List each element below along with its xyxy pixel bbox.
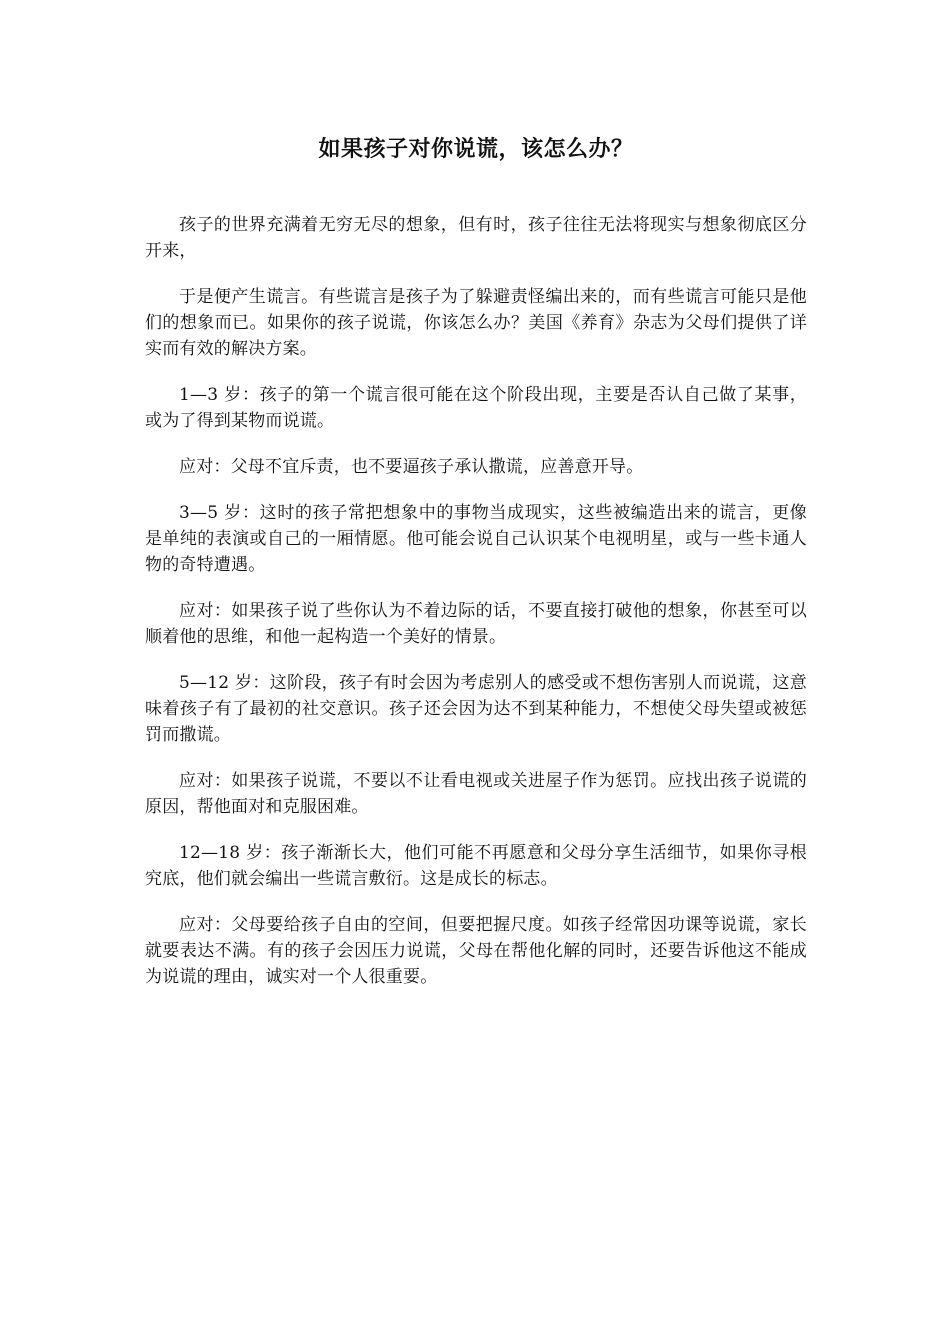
paragraph-age-3-5: 3—5 岁：这时的孩子常把想象中的事物当成现实，这些被编造出来的谎言，更像是单纯的表演或自己的一厢情愿。他可能会说自己认识某个电视明星，或与一些卡通人物的奇特遭遇。 bbox=[145, 503, 807, 575]
paragraph-response-3-5: 应对：如果孩子说了些你认为不着边际的话，不要直接打破他的想象，你甚至可以顺着他的思维，和他一起构造一个美好的情景。 bbox=[145, 601, 807, 647]
paragraph-response-12-18: 应对：父母要给孩子自由的空间，但要把握尺度。如孩子经常因功课等说谎，家长就要表达不满。有的孩子会因压力说谎，父母在帮他化解的同时，还要告诉他这不能成为说谎的理由，诚实对一个人很重要。 bbox=[145, 915, 807, 987]
paragraph-response-1-3: 应对：父母不宜斥责，也不要逼孩子承认撒谎，应善意开导。 bbox=[179, 457, 644, 477]
paragraph-age-5-12: 5—12 岁：这阶段，孩子有时会因为考虑别人的感受或不想伤害别人而说谎，这意味着孩子有了最初的社交意识。孩子还会因为达不到某种能力，不想使父母失望或被惩罚而撒谎。 bbox=[145, 673, 807, 745]
paragraph-response-5-12: 应对：如果孩子说谎，不要以不让看电视或关进屋子作为惩罚。应找出孩子说谎的原因，帮他面对和克服困难。 bbox=[145, 771, 807, 817]
article-body bbox=[145, 212, 807, 1010]
paragraph-lies-origin: 于是便产生谎言。有些谎言是孩子为了躲避责怪编出来的，而有些谎言可能只是他们的想象而已。如果你的孩子说谎，你该怎么办？美国《养育》杂志为父母们提供了详实而有效的解决方案。 bbox=[145, 287, 807, 359]
paragraph-intro: 孩子的世界充满着无穷无尽的想象，但有时，孩子往往无法将现实与想象彻底区分开来， bbox=[145, 215, 807, 261]
page-title: 如果孩子对你说谎，该怎么办？ bbox=[318, 136, 634, 162]
paragraph-age-1-3: 1—3 岁：孩子的第一个谎言很可能在这个阶段出现，主要是否认自己做了某事，或为了得到某物而说谎。 bbox=[145, 385, 807, 431]
paragraph-age-12-18: 12—18 岁：孩子渐渐长大，他们可能不再愿意和父母分享生活细节，如果你寻根究底，他们就会编出一些谎言敷衍。这是成长的标志。 bbox=[145, 843, 807, 889]
